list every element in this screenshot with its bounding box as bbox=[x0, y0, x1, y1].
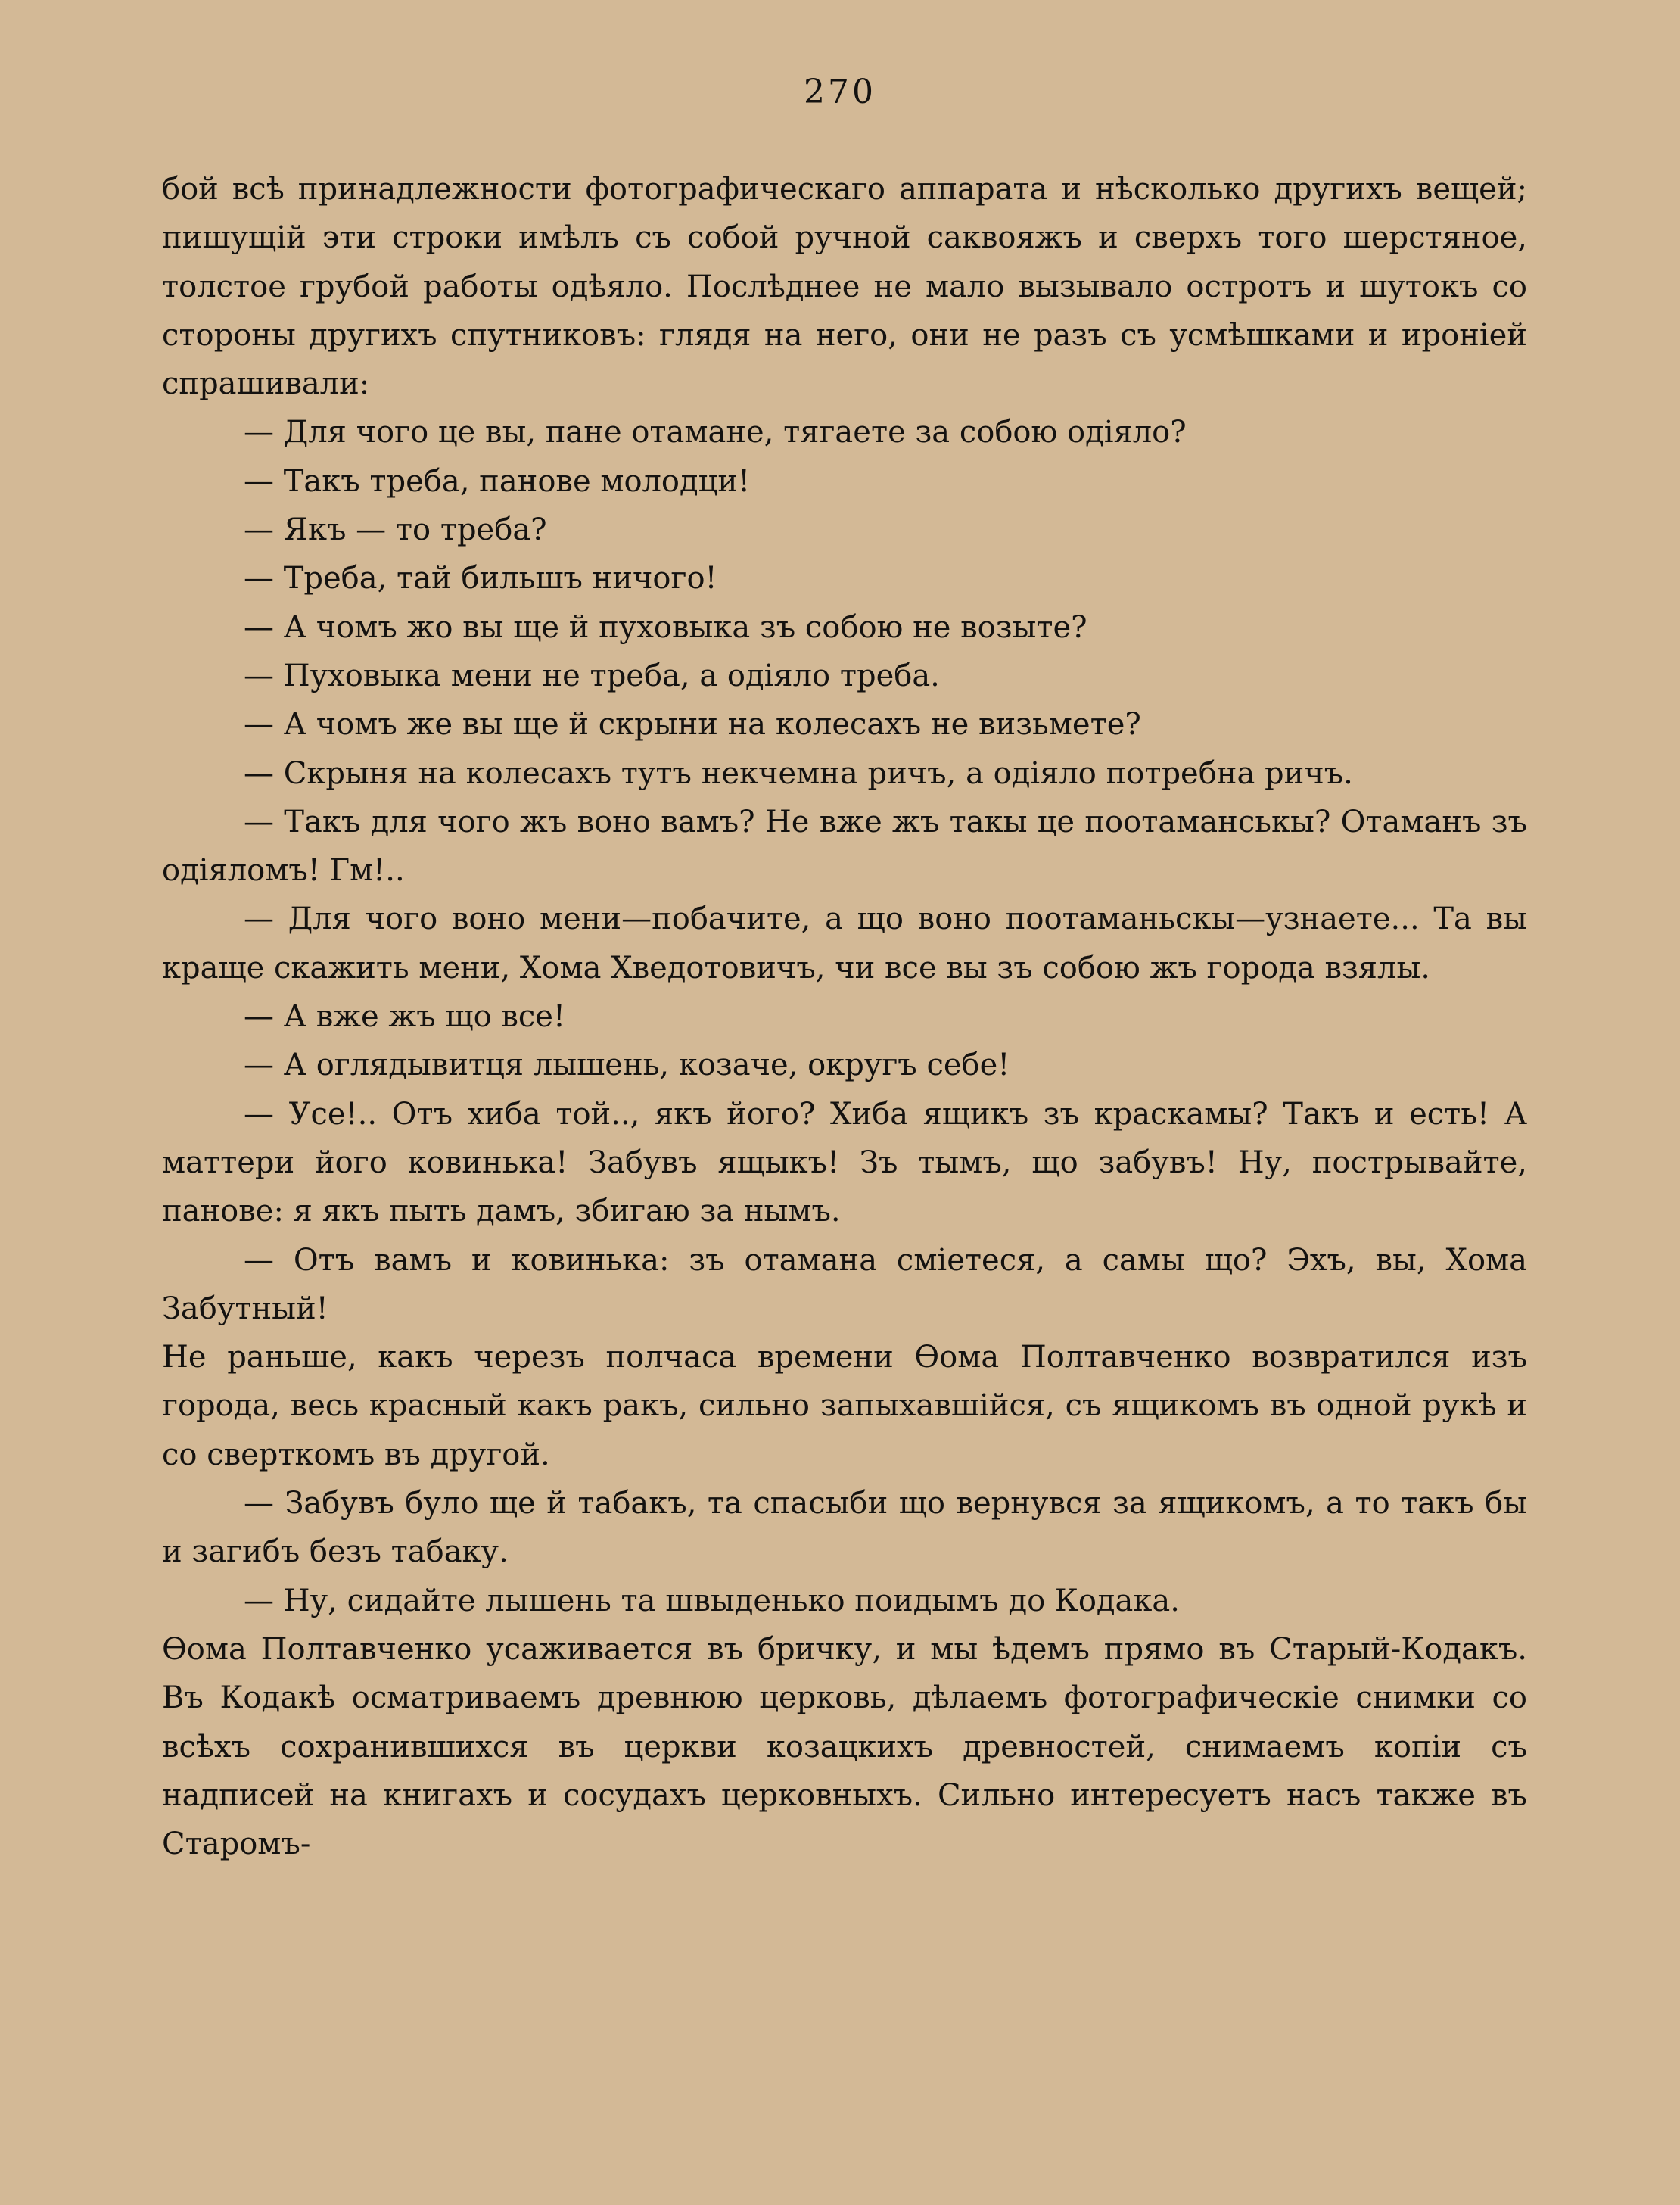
dialogue-line: — Скрыня на колесахъ тутъ некчемна ричъ, а одіяло потребна ричъ. bbox=[244, 755, 1353, 791]
dialogue-line: — Для чого це вы, пане отамане, тягаете за собою одіяло? bbox=[244, 415, 1187, 450]
paragraph: Не раньше, какъ черезъ полчаса времени Ѳома Полтавченко возвратился изъ города, весь красный какъ ракъ, сильно запыхавшійся, съ ящикомъ въ одной рукѣ и со сверткомъ въ другой. bbox=[162, 1340, 1527, 1472]
dialogue-line: — А оглядывитця лышень, козаче, округъ себе! bbox=[244, 1048, 1010, 1083]
dialogue-line: — Отъ вамъ и ковинька: зъ отамана сміетеся, а самы що? Эхъ, вы, Хома Забутный! bbox=[162, 1242, 1527, 1326]
page-number: 270 bbox=[804, 73, 876, 111]
dialogue-line: — Такъ треба, панове молодци! bbox=[244, 463, 751, 499]
dialogue-line: — Усе!.. Отъ хиба той.., якъ його? Хиба ящикъ зъ краскамы? Такъ и есть! А маттери його ковинька! Забувъ ящыкъ! Зъ тымъ, що забувъ! Ну, пострывайте, панове: я якъ пыть дамъ, збигаю за нымъ. bbox=[162, 1096, 1527, 1229]
page-body bbox=[162, 165, 1527, 1868]
dialogue-line: — Такъ для чого жъ воно вамъ? Не вже жъ такы це поотаманськы? Отаманъ зъ одіяломъ! Гм!.. bbox=[162, 804, 1527, 889]
dialogue-line: — Забувъ було ще й табакъ, та спасыби що вернувся за ящикомъ, а то такъ бы и загибъ безъ табаку. bbox=[162, 1486, 1527, 1570]
dialogue-line: — Якъ — то треба? bbox=[244, 512, 547, 548]
dialogue-line: — А вже жъ що все! bbox=[244, 999, 566, 1035]
dialogue-line: — Пуховыка мени не треба, а одіяло треба. bbox=[244, 658, 940, 693]
dialogue-line: — А чомъ жо вы ще й пуховыка зъ собою не возыте? bbox=[244, 609, 1087, 645]
paragraph: Ѳома Полтавченко усаживается въ бричку, и мы ѣдемъ прямо въ Старый-Кодакъ. Въ Кодакѣ осматриваемъ древнюю церковь, дѣлаемъ фотографическіе снимки со всѣхъ сохранившихся въ церкви козацкихъ древностей, снимаемъ копіи съ надписей на книгахъ и сосудахъ церковныхъ. Сильно интересуетъ насъ также въ Старомъ- bbox=[162, 1631, 1527, 1862]
paragraph: бой всѣ принадлежности фотографическаго аппарата и нѣсколько другихъ вещей; пишущій эти строки имѣлъ съ собой ручной саквояжъ и сверхъ того шерстяное, толстое грубой работы одѣяло. Послѣднее не мало вызывало остротъ и шутокъ со стороны другихъ спутниковъ: глядя на него, они не разъ съ усмѣшками и ироніей спрашивали: bbox=[162, 172, 1527, 402]
dialogue-line: — Треба, тай бильшъ ничого! bbox=[244, 561, 717, 596]
dialogue-line: — А чомъ же вы ще й скрыни на колесахъ не визьмете? bbox=[244, 707, 1141, 743]
dialogue-line: — Для чого воно мени—побачите, а що воно поотаманьскы—узнаете... Та вы краще скажить мени, Хома Хведотовичъ, чи все вы зъ собою жъ города взялы. bbox=[162, 902, 1527, 986]
dialogue-line: — Ну, сидайте лышень та швыденько поидымъ до Кодака. bbox=[244, 1583, 1180, 1618]
